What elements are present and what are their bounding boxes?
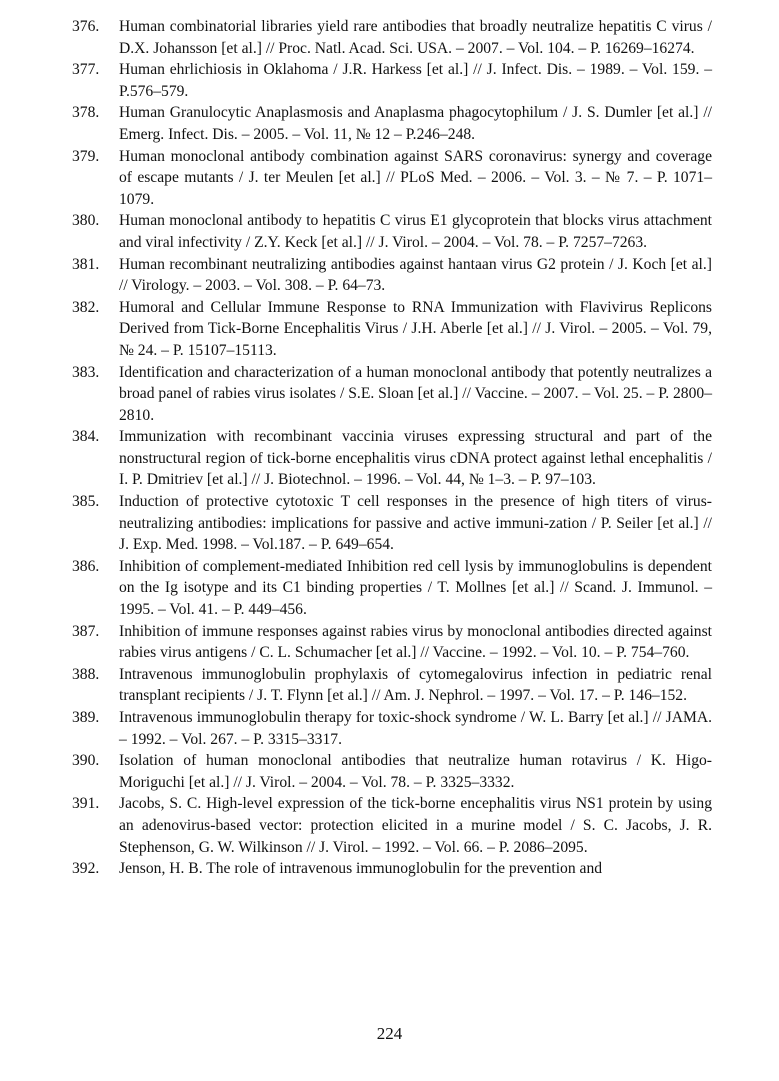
reference-number: 382. — [72, 298, 100, 316]
reference-number: 389. — [72, 709, 100, 726]
reference-number: 386. — [72, 557, 100, 575]
reference-number: 377. — [72, 61, 100, 79]
reference-entry — [72, 210, 712, 253]
reference-text: Human Granulocytic Anaplasmosis and Anaplasma phagocytophilum / J. S. Dumler [et al.] // Emerg. Infect. Dis. – 2005. – Vol. 11, № 12 – P.246–248. — [119, 104, 712, 143]
reference-text: Immunization with recombinant vaccinia viruses expressing structural and part of the nonstructural region of tick-borne encephalitis virus cDNA protect against lethal encephalitis / I. P. Dmitriev [et al.] // J. Biotechnol. – 1996. – Vol. 44, № 1–3. – P. 97–103. — [119, 428, 712, 489]
reference-number: 384. — [72, 428, 100, 446]
reference-number: 391. — [72, 795, 100, 813]
reference-text: Human monoclonal antibody to hepatitis C virus E1 glycoprotein that blocks virus attachment and viral infectivity / Z.Y. Keck [et al.] // J. Virol. – 2004. – Vol. 78. – P. 7257–7263. — [119, 212, 712, 251]
reference-entry — [72, 750, 712, 793]
reference-number: 381. — [72, 255, 100, 273]
reference-text: Jenson, H. B. The role of intravenous immunoglobulin for the prevention and — [119, 860, 603, 878]
reference-number: 385. — [72, 493, 100, 511]
reference-entry — [72, 793, 712, 858]
reference-entry — [72, 707, 712, 750]
reference-number: 388. — [72, 665, 100, 683]
reference-number: 376. — [72, 18, 100, 35]
reference-entry — [72, 664, 712, 707]
reference-number: 378. — [72, 104, 100, 122]
reference-text: Human recombinant neutralizing antibodies against hantaan virus G2 protein / J. Koch [et al.] // Virology. – 2003. – Vol. 308. – P. 64–73. — [119, 255, 712, 295]
reference-text: Humoral and Cellular Immune Response to RNA Immunization with Flavivirus Replicons Derived from Tick-Borne Encephalitis Virus / J.H. Aberle [et al.] // J. Virol. – 2005. – Vol. 79, № 24. – P. 15107–15113. — [119, 298, 712, 359]
reference-text: Identification and characterization of a human monoclonal antibody that potently neutralizes a broad panel of rabies virus isolates / S.E. Sloan [et al.] // Vaccine. – 2007. – Vol. 25. – P. 2800–2810. — [119, 363, 712, 424]
reference-text: Human combinatorial libraries yield rare antibodies that broadly neutralize hepatitis C virus / D.X. Johansson [et al.] // Proc. Natl. Acad. Sci. USA. – 2007. – Vol. 104. – P. 16269–16274. — [119, 18, 712, 57]
reference-entry — [72, 858, 712, 880]
page-number: 224 — [376, 1024, 403, 1043]
reference-entry — [72, 146, 712, 211]
reference-text: Human ehrlichiosis in Oklahoma / J.R. Harkess [et al.] // J. Infect. Dis. – 1989. – Vol. 159. – P.576–579. — [119, 61, 712, 100]
reference-text: Isolation of human monoclonal antibodies that neutralize human rotavirus / K. Higo-Moriguchi [et al.] // J. Virol. – 2004. – Vol. 78. – P. 3325–3332. — [119, 752, 712, 791]
reference-entry — [72, 59, 712, 102]
reference-text: Intravenous immunoglobulin therapy for toxic-shock syndrome / W. L. Barry [et al.] // JAMA. – 1992. – Vol. 267. – P. 3315–3317. — [119, 709, 712, 748]
reference-entry — [72, 297, 712, 362]
reference-number: 392. — [72, 860, 100, 878]
reference-text: Induction of protective cytotoxic T cell responses in the presence of high titers of virus-neutralizing antibodies: implications for passive and active immuni-zation / P. Seiler [et al.] // J. Exp. Med. 1998. – Vol.187. – P. 649–654. — [119, 493, 712, 554]
reference-number: 390. — [72, 752, 100, 770]
reference-number: 383. — [72, 363, 100, 381]
reference-text: Inhibition of immune responses against rabies virus by monoclonal antibodies directed against rabies virus antigens / C. L. Schumacher [et al.] // Vaccine. – 1992. – Vol. 10. – P. 754–760. — [119, 622, 712, 662]
reference-number: 387. — [72, 622, 100, 640]
reference-entry — [72, 556, 712, 621]
reference-text: Jacobs, S. C. High-level expression of the tick-borne encephalitis virus NS1 protein by using an adenovirus-based vector: protection elicited in a murine model / S. C. Jacobs, J. R. Stephenson, G. W. Wilkinson // J. Virol. – 1992. – Vol. 66. – P. 2086–2095. — [119, 795, 712, 856]
reference-entry — [72, 254, 712, 297]
reference-text: Intravenous immunoglobulin prophylaxis of cytomegalovirus infection in pediatric renal transplant recipients / J. T. Flynn [et al.] // Am. J. Nephrol. – 1997. – Vol. 17. – P. 146–152. — [119, 665, 712, 705]
reference-number: 379. — [72, 147, 100, 165]
reference-text: Human monoclonal antibody combination against SARS coronavirus: synergy and coverage of escape mutants / J. ter Meulen [et al.] // PLoS Med. – 2006. – Vol. 3. – № 7. – P. 1071–1079. — [119, 147, 712, 208]
reference-text: Inhibition of complement-mediated Inhibition red cell lysis by immunoglobulins is dependent on the Ig isotype and its C1 binding properties / T. Mollnes [et al.] // Scand. J. Immunol. – 1995. – Vol. 41. – P. 449–456. — [119, 557, 712, 619]
reference-entry — [72, 621, 712, 664]
reference-entry — [72, 16, 712, 59]
reference-number: 380. — [72, 212, 100, 230]
reference-entry — [72, 491, 712, 556]
reference-entry — [72, 362, 712, 427]
reference-entry — [72, 102, 712, 145]
reference-list — [72, 16, 712, 880]
reference-entry — [72, 426, 712, 491]
